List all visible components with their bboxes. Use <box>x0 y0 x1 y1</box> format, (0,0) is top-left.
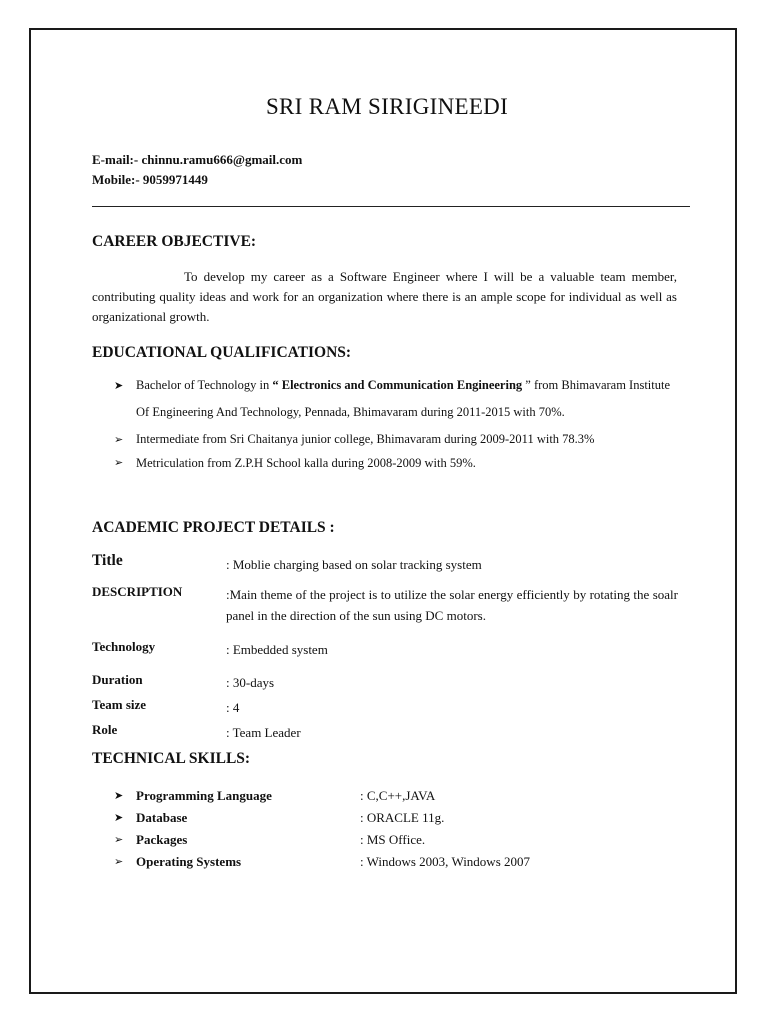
skill-label: Operating Systems <box>136 854 242 869</box>
skill-value: : ORACLE 11g. <box>360 810 445 825</box>
education-item-emphasis: “ Electronics and Communication Engineering <box>272 378 526 392</box>
mobile-label: Mobile:- <box>92 172 143 187</box>
mobile-row <box>92 170 302 190</box>
skill-value: : Windows 2003, Windows 2007 <box>360 854 531 869</box>
education-item <box>114 453 684 473</box>
education-item-text: Metriculation from Z.P.H School kalla during 2008-2009 with 59%. <box>136 456 476 470</box>
education-item-suffix: ” from Bhimavaram Institute Of Engineering And Technology, Pennada, Bhimavaram during 2011-2015 with 70%. <box>136 378 671 419</box>
education-list <box>114 372 684 473</box>
project-label: Duration <box>92 672 143 687</box>
arrowhead-bullet-icon: ➤ <box>114 789 124 802</box>
project-label: Title <box>92 552 123 569</box>
project-value: :Main theme of the project is to utilize the solar energy efficiently by rotating the soalr panel in the direction of the sun using DC motors. <box>226 587 678 623</box>
arrowhead-bullet-icon: ➢ <box>114 456 124 469</box>
arrowhead-bullet-icon: ➤ <box>114 811 124 824</box>
skill-value: : C,C++,JAVA <box>360 788 436 803</box>
career-objective-body: To develop my career as a Software Engineer where I will be a valuable team member, contributing quality ideas and work for an organization where there is an ample scope for individual as well as organizational growth. <box>92 269 677 324</box>
skill-label: Programming Language <box>136 788 272 803</box>
skill-value: : MS Office. <box>360 832 426 847</box>
header-divider <box>92 206 690 207</box>
project-label: Role <box>92 722 118 737</box>
skill-item <box>114 829 674 851</box>
education-item-prefix: Bachelor of Technology in <box>136 378 273 392</box>
arrowhead-bullet-icon: ➢ <box>114 855 124 868</box>
education-item <box>114 372 684 426</box>
career-objective-heading: CAREER OBJECTIVE: <box>92 233 257 250</box>
skill-item <box>114 851 674 873</box>
education-item-text <box>136 372 684 426</box>
mobile-value: 9059971449 <box>142 172 208 187</box>
skill-item <box>114 807 674 829</box>
technical-skills-heading: TECHNICAL SKILLS: <box>92 750 251 767</box>
arrowhead-bullet-icon: ➢ <box>114 433 124 446</box>
project-heading: ACADEMIC PROJECT DETAILS : <box>92 519 335 536</box>
project-value: : Team Leader <box>226 725 301 740</box>
project-value: : Moblie charging based on solar tracking system <box>226 557 482 572</box>
skill-item <box>114 785 674 807</box>
project-value: : Embedded system <box>226 642 328 657</box>
skill-label: Packages <box>136 832 188 847</box>
email-row <box>92 150 302 170</box>
project-label: Team size <box>92 697 147 712</box>
arrowhead-bullet-icon: ➤ <box>114 379 124 392</box>
project-value: : 30-days <box>226 675 275 690</box>
project-label: Technology <box>92 639 156 654</box>
education-item <box>114 426 684 453</box>
project-value: : 4 <box>226 700 240 715</box>
education-heading: EDUCATIONAL QUALIFICATIONS: <box>92 344 352 361</box>
career-objective-text <box>92 267 677 327</box>
contact-block <box>92 150 302 190</box>
email-value: chinnu.ramu666@gmail.com <box>141 152 303 167</box>
education-item-text: Intermediate from Sri Chaitanya junior college, Bhimavaram during 2009-2011 with 78.3% <box>136 432 595 446</box>
skills-list <box>114 785 674 873</box>
email-label: E-mail:- <box>92 152 142 167</box>
project-label: DESCRIPTION <box>92 584 183 599</box>
skill-label: Database <box>136 810 188 825</box>
candidate-name: SRI RAM SIRIGINEEDI <box>265 94 509 119</box>
arrowhead-bullet-icon: ➢ <box>114 833 124 846</box>
